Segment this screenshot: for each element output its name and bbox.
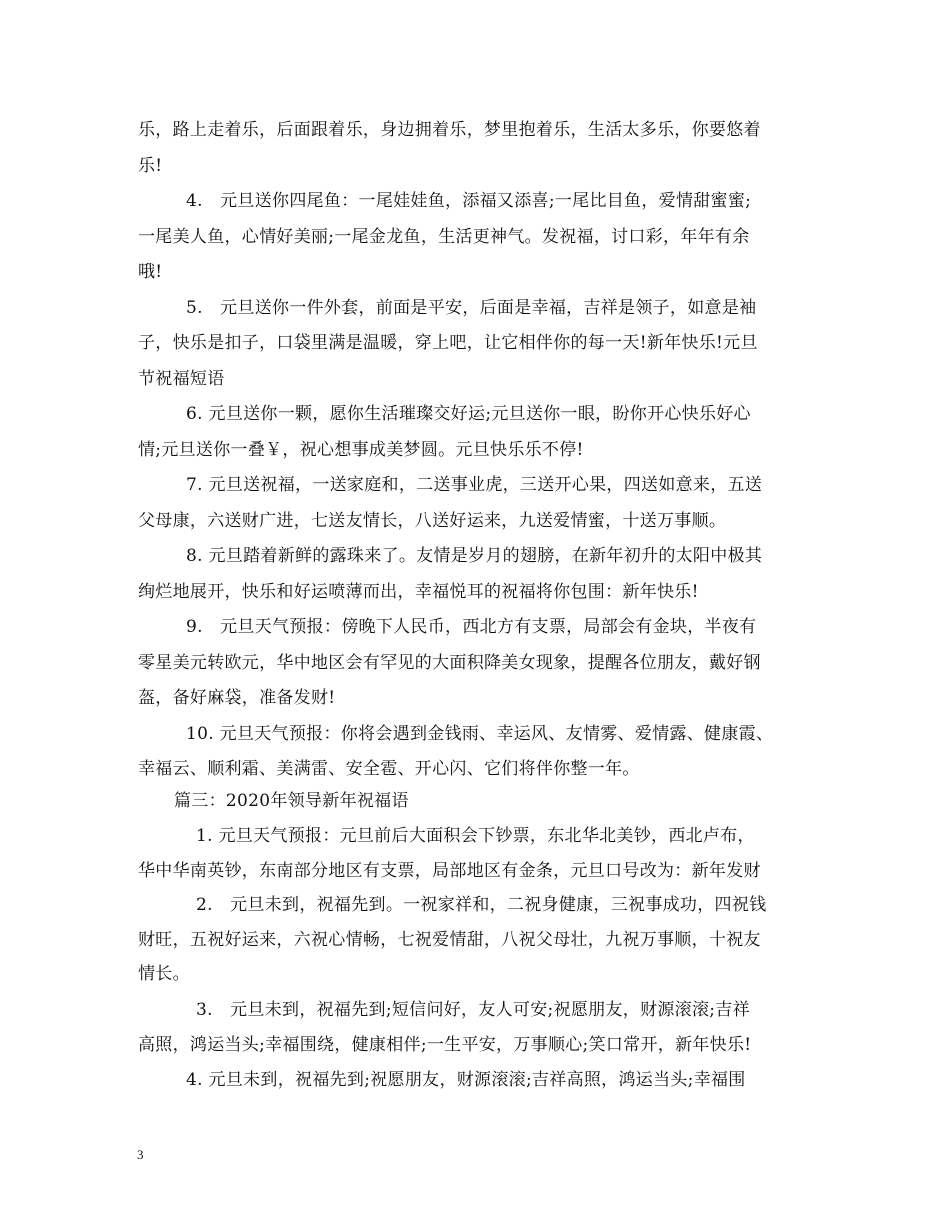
text-line: 盔，备好麻袋，准备发财! [138, 688, 336, 708]
text-line: 乐，路上走着乐，后面跟着乐，身边拥着乐，梦里抱着乐，生活太多乐，你要悠着 [138, 120, 761, 140]
text-line: 情长。 [138, 964, 190, 984]
text-line: 一尾美人鱼，心情好美丽;一尾金龙鱼，生活更神气。发祝福，讨口彩，年年有余 [138, 227, 750, 247]
text-line: 哦! [138, 262, 163, 282]
text-line: 4. 元旦送你四尾鱼：一尾娃娃鱼，添福又添喜;一尾比目鱼，爱情甜蜜蜜; [186, 191, 752, 211]
text-line: 9. 元旦天气预报：傍晚下人民币，西北方有支票，局部会有金块，半夜有 [186, 617, 757, 637]
text-line: 乐! [138, 156, 163, 176]
text-line: 子，快乐是扣子，口袋里满是温暖，穿上吧，让它相伴你的每一天!新年快乐!元旦 [138, 333, 758, 353]
text-line: 父母康，六送财广进，七送友情长，八送好运来，九送爱情蜜，十送万事顺。 [138, 511, 727, 531]
text-line: 7. 元旦送祝福，一送家庭和，二送事业虎，三送开心果，四送如意来，五送 [186, 475, 763, 495]
text-line: 情;元旦送你一叠￥，祝心想事成美梦圆。元旦快乐乐不停! [138, 440, 584, 460]
text-line: 绚烂地展开，快乐和好运喷薄而出，幸福悦耳的祝福将你包围：新年快乐! [138, 582, 699, 602]
text-line: 幸福云、顺利霜、美满雷、安全雹、开心闪、它们将伴你整一年。 [138, 759, 640, 779]
text-line: 财旺，五祝好运来，六祝心情畅，七祝爱情甜，八祝父母壮，九祝万事顺，十祝友 [138, 930, 761, 950]
text-line: 3. 元旦未到，祝福先到;短信问好，友人可安;祝愿朋友，财源滚滚;吉祥 [196, 1000, 750, 1020]
text-line: 5. 元旦送你一件外套，前面是平安，后面是幸福，吉祥是领子，如意是袖 [186, 298, 757, 318]
text-line: 2. 元旦未到，祝福先到。一祝家祥和，二祝身健康，三祝事成功，四祝钱 [196, 895, 767, 915]
text-line: 10. 元旦天气预报：你将会遇到金钱雨、幸运风、友情雾、爱情露、健康霞、 [186, 724, 774, 744]
text-line: 8. 元旦踏着新鲜的露珠来了。友情是岁月的翅膀，在新年初升的太阳中极其 [186, 546, 763, 566]
section-heading: 篇三：2020年领导新年祝福语 [174, 791, 409, 811]
text-line: 华中华南英钞，东南部分地区有支票，局部地区有金条，元旦口号改为：新年发财 [138, 861, 761, 881]
text-line: 零星美元转欧元，华中地区会有罕见的大面积降美女现象，提醒各位朋友，戴好钢 [138, 653, 761, 673]
text-line: 4. 元旦未到，祝福先到;祝愿朋友，财源滚滚;吉祥高照，鸿运当头;幸福围 [186, 1070, 746, 1090]
text-line: 6. 元旦送你一颗，愿你生活璀璨交好运;元旦送你一眼，盼你开心快乐好心 [186, 404, 751, 424]
text-line: 高照，鸿运当头;幸福围绕，健康相伴;一生平安，万事顺心;笑口常开，新年快乐! [138, 1035, 752, 1055]
text-line: 节祝福短语 [138, 369, 225, 389]
text-line: 1. 元旦天气预报：元旦前后大面积会下钞票，东北华北美钞，西北卢布， [196, 826, 755, 846]
page-number: 3 [137, 1147, 144, 1162]
